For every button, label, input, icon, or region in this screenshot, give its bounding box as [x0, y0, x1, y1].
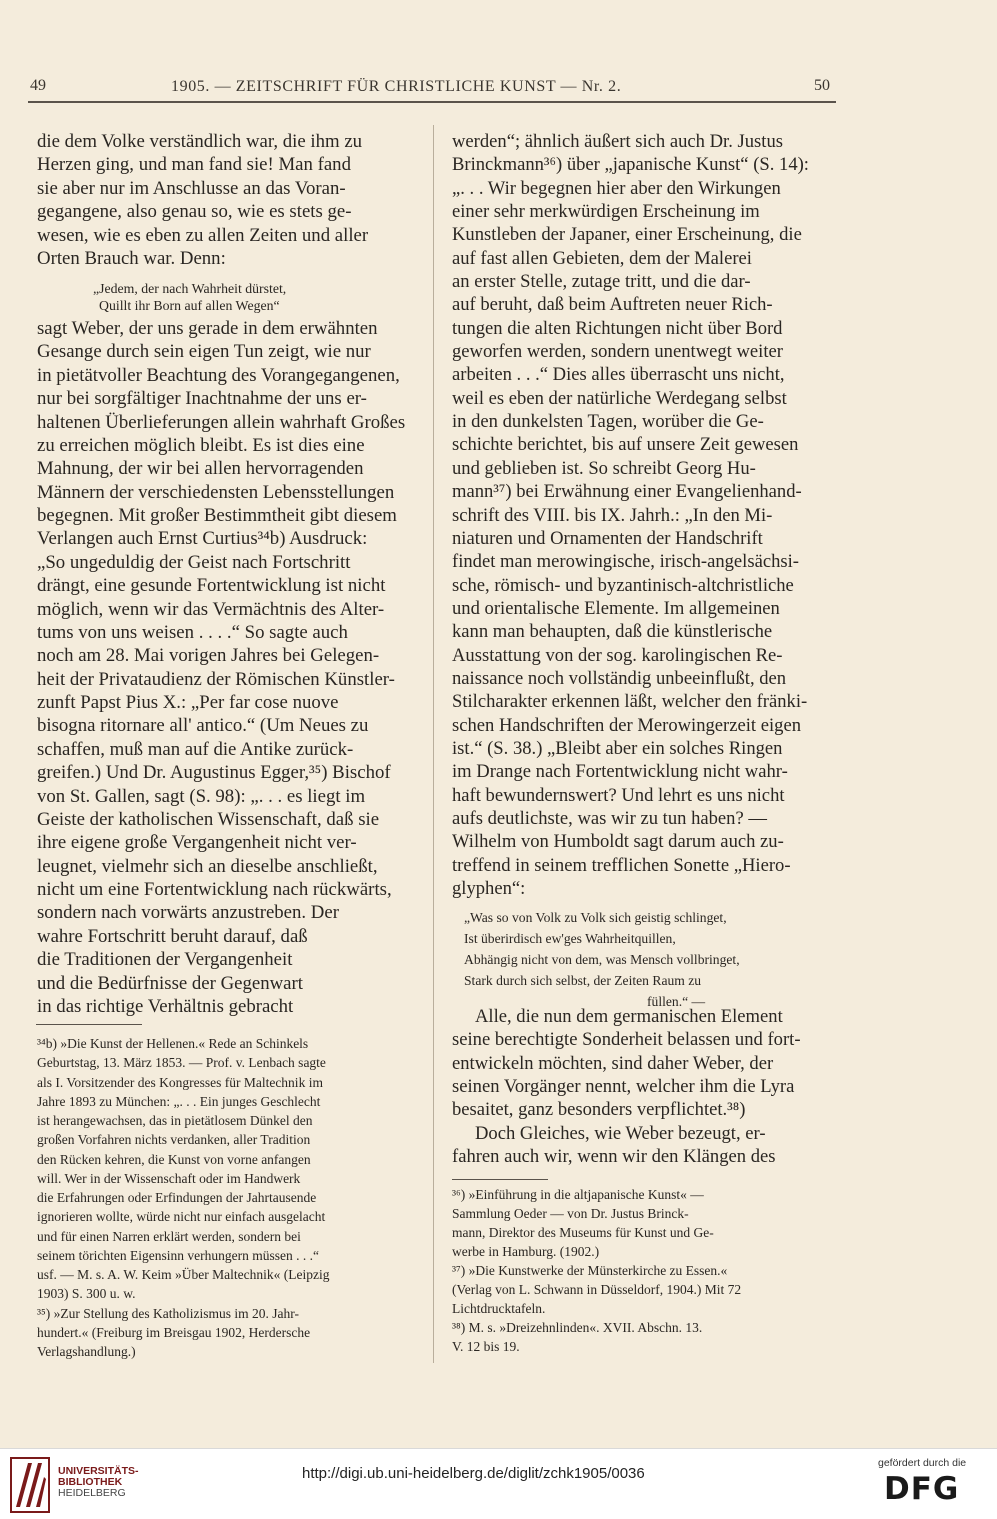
text-line: „Was so von Volk zu Volk sich geistig schlinget, [464, 910, 727, 925]
text-line: Wilhelm von Humboldt sagt darum auch zu- [452, 831, 784, 853]
text-line: schaffen, muß man auf die Antike zurück- [37, 738, 354, 760]
text-line: heit der Privataudienz der Römischen Künstler- [37, 668, 395, 690]
text-line: „. . . Wir begegnen hier aber den Wirkungen [452, 177, 781, 199]
text-line: im Drange nach Fortentwicklung nicht wahr- [452, 761, 788, 783]
right-footnote-rule [452, 1179, 548, 1180]
text-line: Männern der verschiedensten Lebensstellungen [37, 481, 395, 503]
text-line: auf beruht, daß beim Auftreten neuer Rich- [452, 294, 773, 316]
text-line: Doch Gleiches, wie Weber bezeugt, er- [475, 1122, 766, 1144]
text-line: noch am 28. Mai vorigen Jahres bei Gelegen- [37, 645, 380, 667]
text-line: usf. — M. s. A. W. Keim »Über Maltechnik« (Leipzig [37, 1267, 330, 1282]
text-line: in den dunkelsten Tagen, worüber die Ge- [452, 411, 764, 433]
text-line: als I. Vorsitzender des Kongresses für Maltechnik im [37, 1074, 323, 1090]
right-column-text-end [452, 1005, 855, 1168]
text-line: wahre Fortschritt beruht darauf, daß [37, 925, 308, 947]
text-line: niaturen und Ornamenten der Handschrift [452, 527, 763, 549]
text-line: werden“; ähnlich äußert sich auch Dr. Justus [452, 131, 783, 152]
text-line: von St. Gallen, sagt (S. 98): „. . . es liegt im [37, 785, 366, 807]
page-number-right: 50 [814, 77, 830, 94]
text-line: schen Handschriften der Merowingerzeit eigen [452, 714, 802, 736]
text-line: Alle, die nun dem germanischen Element [475, 1006, 783, 1027]
text-line: will. Wer in der Wissenschaft oder im Handwerk [37, 1170, 301, 1186]
text-line: fahren auch wir, wenn wir den Klängen des [452, 1146, 776, 1168]
text-line: Quillt ihr Born auf allen Wegen“ [99, 298, 280, 313]
text-line: V. 12 bis 19. [452, 1339, 520, 1354]
text-line: glyphen“: [452, 878, 526, 899]
text-line: ³⁶) »Einführung in die altjapanische Kunst« — [452, 1187, 704, 1202]
text-line: zunft Papst Pius X.: „Per far cose nuove [37, 692, 339, 713]
text-line: die Erfahrungen oder Erfindungen der Jahrtausende [37, 1190, 317, 1205]
right-poem [464, 907, 997, 1012]
left-column-text-main [37, 317, 427, 1018]
text-line: Geiste der katholischen Wissenschaft, daß sie [37, 808, 380, 830]
text-line: und orientalische Elemente. Im allgemeinen [452, 597, 780, 619]
text-line: tums von uns weisen . . . .“ So sagte auch [37, 621, 348, 643]
text-line: Ausstattung von der sog. karolingischen Re- [452, 644, 783, 666]
text-line: Mahnung, der wir bei allen hervorragenden [37, 458, 364, 480]
text-line: mann³⁷) bei Erwähnung einer Evangelienhand- [452, 481, 802, 503]
text-line: möglich, wenn wir das Vermächtnis des Alter- [37, 598, 385, 620]
text-line: Lichtdrucktafeln. [452, 1301, 546, 1316]
text-line: wesen, wie es eben zu allen Zeiten und aller [37, 224, 369, 246]
right-footnotes [452, 1185, 832, 1356]
text-line: sie aber nur im Anschlusse an das Voran- [37, 177, 346, 199]
text-line: werbe in Hamburg. (1902.) [452, 1244, 600, 1259]
text-line: treffend in seinem trefflichen Sonette „Hiero- [452, 854, 791, 876]
text-line: die dem Volke verständlich war, die ihm zu [37, 131, 363, 152]
library-name: UNIVERSITÄTS- BIBLIOTHEK HEIDELBERG [58, 1465, 139, 1499]
text-line: nicht um eine Fortentwicklung nach rückwärts, [37, 879, 392, 900]
text-line: ³⁸) M. s. »Dreizehnlinden«. XVII. Abschn. 13. [452, 1320, 703, 1335]
text-line: Ist überirdisch ew'ges Wahrheitquillen, [464, 931, 676, 946]
dfg-logo: DFG [884, 1471, 960, 1507]
page-number-left: 49 [30, 77, 46, 94]
text-line: gegangene, also genau so, wie es stets ge- [37, 201, 352, 223]
text-line: begegnen. Mit großer Bestimmtheit gibt diesem [37, 505, 397, 526]
text-line: arbeiten . . .“ Dies alles überrascht uns nicht, [452, 364, 785, 386]
text-line: geworfen werden, sondern unentwegt weiter [452, 341, 783, 363]
text-line: weil es eben der natürliche Werdegang selbst [452, 387, 787, 409]
text-line: Geburtstag, 13. März 1853. — Prof. v. Lenbach sagte [37, 1055, 326, 1071]
running-header: 1905. — ZEITSCHRIFT FÜR CHRISTLICHE KUNST — Nr. 2. [171, 78, 622, 95]
text-line: in das richtige Verhältnis gebracht [37, 995, 294, 1017]
text-line: ist herangewachsen, das in pietätlosem Dünkel den [37, 1113, 313, 1128]
text-line: an erster Stelle, zutage tritt, und die dar- [452, 271, 751, 293]
text-line: Jahre 1893 zu München: „. . . Ein junges Geschlecht [37, 1093, 321, 1109]
text-line: und für einen Narren erklärt werden, sondern bei [37, 1228, 301, 1244]
text-line: und geblieben ist. So schreibt Georg Hu- [452, 457, 756, 479]
text-line: seinen Vorgänger nennt, welcher ihm die Lyra [452, 1076, 795, 1098]
text-line: leugnet, vielmehr sich an dieselbe anschließt, [37, 855, 378, 877]
column-divider [433, 125, 434, 1363]
text-line: ihre eigene große Vergangenheit nicht ver- [37, 832, 357, 854]
viewer-footer [0, 1448, 997, 1519]
text-line: Orten Brauch war. Denn: [37, 247, 226, 269]
text-line: zu erreichen möglich bleibt. Es ist dies eine [37, 434, 365, 456]
funded-by-label: gefördert durch die [878, 1457, 967, 1469]
left-poem [93, 280, 399, 314]
library-logo-icon [10, 1457, 50, 1513]
text-line: besaitet, ganz besonders verpflichtet.³⁸) [452, 1099, 746, 1121]
text-line: sondern nach vorwärts anzustreben. Der [37, 902, 339, 924]
text-line: ignorieren wollte, würde nicht nur einfach ausgelacht [37, 1209, 326, 1225]
text-line: drängt, eine gesunde Fortentwicklung ist nicht [37, 575, 386, 597]
text-line: bisogna ritornare all' antico.“ (Um Neues zu [37, 715, 369, 737]
text-line: großen Vorfahren nichts verdanken, aller Tradition [37, 1132, 311, 1148]
text-line: aufs deutlichste, was wir zu tun haben? — [452, 807, 767, 829]
text-line: schrift des VIII. bis IX. Jahrh.: „In den Mi- [452, 504, 773, 526]
text-line: auf fast allen Gebieten, dem der Malerei [452, 247, 752, 269]
text-line: ³⁵) »Zur Stellung des Katholizismus im 20. Jahr- [37, 1305, 299, 1321]
text-line: sagt Weber, der uns gerade in dem erwähnten [37, 318, 378, 339]
text-line: haft bewundernswert? Und lehrt es uns nicht [452, 784, 785, 806]
text-line: ³⁷) »Die Kunstwerke der Münsterkirche zu Essen.« [452, 1263, 728, 1278]
text-line: ³⁴b) »Die Kunst der Hellenen.« Rede an Schinkels [37, 1036, 309, 1051]
text-line: Verlagshandlung.) [37, 1344, 136, 1359]
text-line: Sammlung Oeder — von Dr. Justus Brinck- [452, 1206, 689, 1221]
text-line: Kunstleben der Japaner, einer Erscheinung, die [452, 224, 802, 246]
text-line: hundert.« (Freiburg im Breisgau 1902, Herdersche [37, 1324, 311, 1340]
text-line: tungen die alten Richtungen nicht über Bord [452, 317, 783, 339]
text-line: naissance noch vollständig unbeeinflußt, den [452, 667, 787, 689]
text-line: kann man behaupten, daß die künstlerische [452, 621, 773, 643]
text-line: und die Bedürfnisse der Gegenwart [37, 972, 303, 994]
text-line: einer sehr merkwürdigen Erscheinung im [452, 201, 760, 223]
text-line: schichte berichtet, bis auf unsere Zeit gewesen [452, 434, 799, 456]
header-rule [28, 101, 836, 103]
text-line: Abhängig nicht von dem, was Mensch vollbringet, [464, 952, 740, 967]
text-line: den Rücken kehren, die Kunst von vorne anfangen [37, 1151, 311, 1167]
text-line: füllen.“ — [647, 994, 706, 1009]
text-line: (Verlag von L. Schwann in Düsseldorf, 1904.) Mit 72 [452, 1282, 742, 1297]
text-line: „So ungeduldig der Geist nach Fortschritt [37, 551, 351, 573]
text-line: „Jedem, der nach Wahrheit dürstet, [93, 281, 287, 296]
text-line: seinem törichten Eigensinn verhungern müssen . . .“ [37, 1247, 319, 1263]
left-column-text [37, 130, 427, 270]
text-line: Verlangen auch Ernst Curtius³⁴b) Ausdruck: [37, 528, 368, 550]
text-line: in pietätvoller Beachtung des Vorangegangenen, [37, 364, 400, 386]
text-line: Brinckmann³⁶) über „japanische Kunst“ (S. 14): [452, 154, 809, 176]
text-line: die Traditionen der Vergangenheit [37, 949, 293, 971]
left-footnotes [37, 1034, 427, 1361]
text-line: nur bei sorgfältiger Inachtnahme der uns er- [37, 388, 367, 410]
text-line: entwickeln möchten, sind daher Weber, der [452, 1052, 774, 1074]
text-line: Stark durch sich selbst, der Zeiten Raum zu [464, 973, 702, 988]
text-line: findet man merowingische, irisch-angelsächsi- [452, 551, 799, 573]
text-line: haltenen Überlieferungen allein wahrhaft Großes [37, 411, 406, 433]
text-line: Herzen ging, und man fand sie! Man fand [37, 154, 351, 176]
text-line: Gesange durch sein eigen Tun zeigt, wie nur [37, 341, 371, 363]
text-line: seine berechtigte Sonderheit belassen und fort- [452, 1029, 801, 1051]
text-line: sche, römisch- und byzantinisch-altchristliche [452, 574, 794, 596]
right-column-text [452, 130, 832, 900]
text-line: mann, Direktor des Museums für Kunst und Ge- [452, 1225, 714, 1240]
permalink-url[interactable]: http://digi.ub.uni-heidelberg.de/diglit/zchk1905/0036 [302, 1465, 645, 1482]
text-line: greifen.) Und Dr. Augustinus Egger,³⁵) Bischof [37, 762, 391, 784]
text-line: Stilcharakter erkennen läßt, welcher den fränki- [452, 691, 808, 713]
left-footnote-rule [36, 1024, 142, 1025]
text-line: ist.“ (S. 38.) „Bleibt aber ein solches Ringen [452, 737, 783, 759]
text-line: 1903) S. 300 u. w. [37, 1286, 136, 1302]
